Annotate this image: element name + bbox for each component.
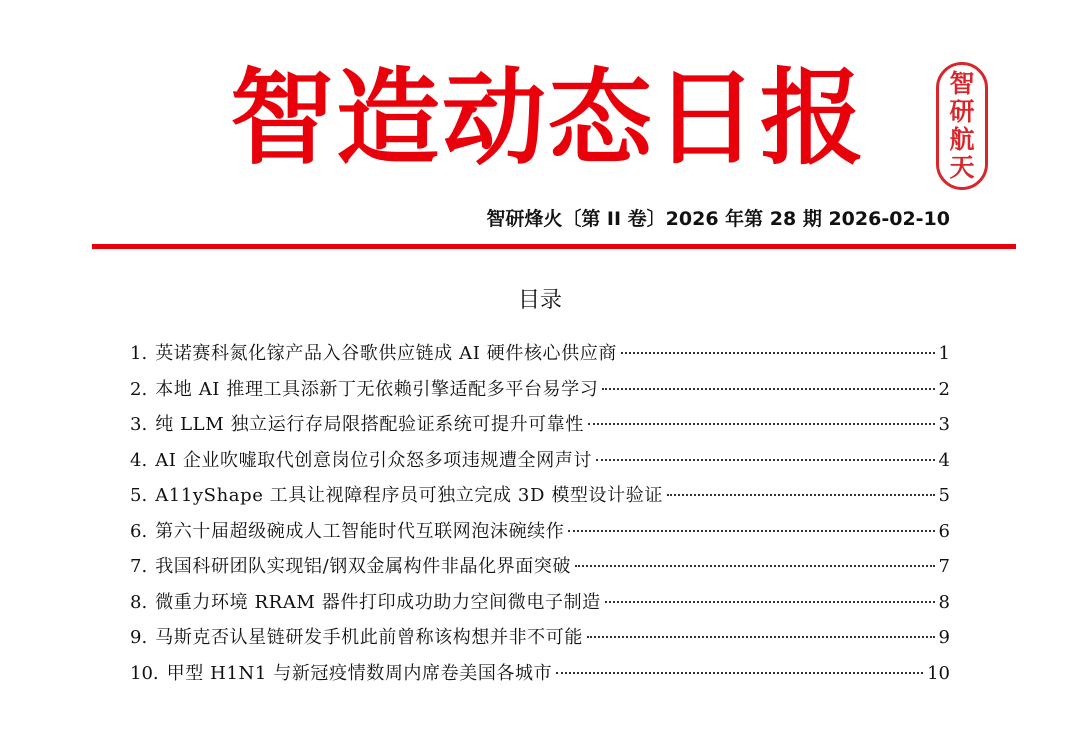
toc-entry-number: 1. <box>130 343 148 364</box>
toc-list <box>130 336 950 691</box>
toc-entry-page: 8 <box>938 591 950 613</box>
toc-entry-title[interactable]: 本地 AI 推理工具添新丁无依赖引擎适配多平台易学习 <box>155 378 599 400</box>
toc-entry-page: 2 <box>938 378 950 400</box>
toc-entry-8[interactable] <box>130 585 950 621</box>
toc-entry-title[interactable]: 甲型 H1N1 与新冠疫情数周内席卷美国各城市 <box>166 662 553 684</box>
toc-entry-number: 6. <box>130 520 148 542</box>
toc-entry-3[interactable] <box>130 407 950 443</box>
toc-entry-page: 1 <box>938 343 950 364</box>
toc-entry-title[interactable]: A11yShape 工具让视障程序员可独立完成 3D 模型设计验证 <box>155 485 663 506</box>
newspaper-masthead-title: 智造动态日报 <box>230 57 867 179</box>
seal-stamp <box>936 62 988 190</box>
toc-heading: 目录 <box>517 288 562 313</box>
toc-entry-number: 2. <box>130 378 148 400</box>
toc-entry-6[interactable] <box>130 514 950 550</box>
toc-dot-leader <box>621 352 935 354</box>
toc-dot-leader <box>568 530 934 532</box>
toc-dot-leader <box>587 636 935 638</box>
toc-entry-10[interactable] <box>130 656 950 692</box>
toc-entry-title[interactable]: 微重力环境 RRAM 器件打印成功助力空间微电子制造 <box>155 591 601 613</box>
toc-dot-leader <box>556 672 923 674</box>
toc-entry-number: 4. <box>130 449 148 471</box>
toc-entry-page: 5 <box>938 485 950 506</box>
toc-entry-number: 7. <box>130 556 148 577</box>
toc-entry-9[interactable] <box>130 620 950 656</box>
toc-entry-number: 3. <box>130 414 148 435</box>
toc-entry-page: 6 <box>938 520 950 542</box>
toc-dot-leader <box>602 388 934 390</box>
toc-entry-number: 10. <box>130 662 159 684</box>
seal-char: 智 <box>949 69 975 98</box>
toc-entry-number: 8. <box>130 591 148 613</box>
toc-entry-page: 3 <box>938 414 950 435</box>
toc-entry-page: 4 <box>938 449 950 471</box>
toc-entry-5[interactable] <box>130 478 950 514</box>
toc-entry-title[interactable]: 第六十届超级碗成人工智能时代互联网泡沫碗续作 <box>155 520 565 542</box>
seal-char: 航 <box>949 125 975 154</box>
toc-entry-title[interactable]: 我国科研团队实现铝/钢双金属构件非晶化界面突破 <box>155 556 572 577</box>
toc-dot-leader <box>575 565 934 567</box>
toc-entry-7[interactable] <box>130 549 950 585</box>
toc-entry-number: 5. <box>130 485 148 506</box>
toc-entry-title[interactable]: 纯 LLM 独立运行存局限搭配验证系统可提升可靠性 <box>155 414 584 435</box>
toc-entry-4[interactable] <box>130 443 950 479</box>
toc-entry-page: 10 <box>927 662 950 684</box>
toc-dot-leader <box>605 601 935 603</box>
toc-entry-page: 7 <box>938 556 950 577</box>
toc-dot-leader <box>596 459 935 461</box>
toc-entry-title[interactable]: 马斯克否认星链研发手机此前曾称该构想并非不可能 <box>155 627 583 648</box>
masthead-divider-rule <box>92 244 1016 249</box>
toc-entry-number: 9. <box>130 627 148 648</box>
toc-dot-leader <box>667 494 935 496</box>
issue-info-line: 智研烽火〔第 II 卷〕2026 年第 28 期 2026-02-10 <box>486 208 950 230</box>
seal-char: 天 <box>949 153 975 182</box>
seal-char: 研 <box>949 97 975 126</box>
toc-entry-1[interactable] <box>130 336 950 372</box>
toc-dot-leader <box>588 423 935 425</box>
toc-entry-title[interactable]: 英诺赛科氮化镓产品入谷歌供应链成 AI 硬件核心供应商 <box>155 343 617 364</box>
toc-entry-2[interactable] <box>130 372 950 408</box>
toc-entry-title[interactable]: AI 企业吹嘘取代创意岗位引众怒多项违规遭全网声讨 <box>155 449 593 471</box>
toc-entry-page: 9 <box>938 627 950 648</box>
